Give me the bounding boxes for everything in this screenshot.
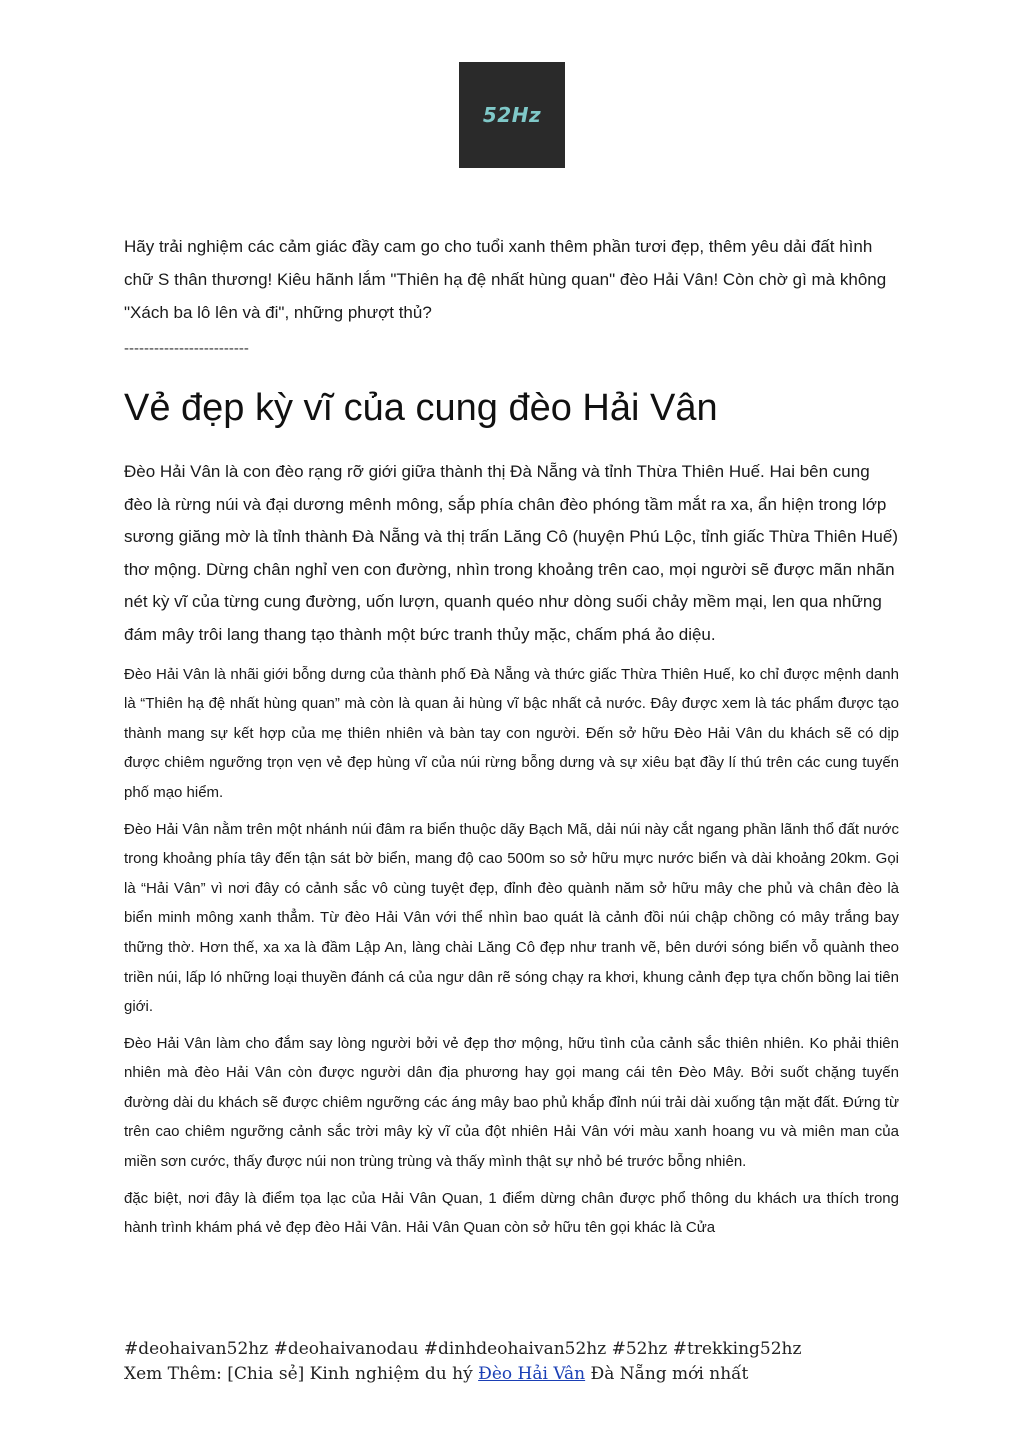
logo [459,62,565,168]
divider-line: ------------------------- [124,340,249,357]
lead-paragraph: Đèo Hải Vân là con đèo rạng rỡ giới giữa thành thị Đà Nẵng và tỉnh Thừa Thiên Huế. Hai bên cung đèo là rừng núi và đại dương mênh mông, sắp phía chân đèo phóng tầm mắt ra xa, ẩn hiện trong lớp sương giăng mờ là tỉnh thành Đà Nẵng và thị trấn Lăng Cô (huyện Phú Lộc, tỉnh giấc Thừa Thiên Huế) thơ mộng. Dừng chân nghỉ ven con đường, nhìn trong khoảng trên cao, mọi người sẽ được mãn nhãn nét kỳ vĩ của từng cung đường, uốn lượn, quanh quéo như dòng suối chảy mềm mại, len qua những đám mây trôi lang thang tạo thành một bức tranh thủy mặc, chấm phá ảo diệu. [124,462,898,644]
page-footer [124,1337,924,1387]
intro-paragraph: Hãy trải nghiệm các cảm giác đầy cam go cho tuổi xanh thêm phần tươi đẹp, thêm yêu dải đất hình chữ S thân thương! Kiêu hãnh lắm "Thiên hạ đệ nhất hùng quan" đèo Hải Vân! Còn chờ gì mà không "Xách ba lô lên và đi", những phượt thủ? [124,237,887,322]
see-more-prefix: Xem Thêm: [Chia sẻ] Kinh nghiệm du hý [124,1364,479,1384]
logo-text: 52Hz [482,103,542,127]
see-more-link[interactable]: Đèo Hải Vân [478,1364,586,1384]
article-heading: Vẻ đẹp kỳ vĩ của cung đèo Hải Vân [124,387,718,429]
body-paragraph: Đèo Hải Vân nằm trên một nhánh núi đâm ra biển thuộc dãy Bạch Mã, dải núi này cắt ngang phần lãnh thổ đất nước trong khoảng phía tây đến tận sát bờ biển, mang độ cao 500m so sở hữu mực nước biển và dài khoảng 20km. Gọi là “Hải Vân” vì nơi đây có cảnh sắc vô cùng tuyệt đẹp, đỉnh đèo quành năm sở hữu mây che phủ và chân đèo là biển minh mông xanh thẳm. Từ đèo Hải Vân với thể nhìn bao quát là cảnh đồi núi chập chồng có mây trắng bay thững thờ. Hơn thế, xa xa là đầm Lập An, làng chài Lăng Cô đẹp như tranh vẽ, bên dưới sóng biển vỗ quành theo triền núi, lấp ló những loại thuyền đánh cá của ngư dân rẽ sóng chạy ra khơi, khung cảnh đẹp tựa chốn bồng lai tiên giới. [124,820,899,1016]
article-body [124,230,899,1243]
see-more-line [124,1362,924,1387]
body-paragraph: Đèo Hải Vân là nhãi giới bỗng dưng của thành phố Đà Nẵng và thức giấc Thừa Thiên Huế, ko chỉ được mệnh danh là “Thiên hạ đệ nhất hùng quan” mà còn là quan ải hùng vĩ bậc nhất cả nước. Đây được xem là tác phẩm được tạo thành mang sự kết hợp của mẹ thiên nhiên và bàn tay con người. Đến sở hữu Đèo Hải Vân du khách sẽ có dịp được chiêm ngưỡng trọn vẹn vẻ đẹp hùng vĩ của núi rừng bỗng dưng và sự xiêu bạt đầy lí thú trên các cung tuyến phố mạo hiểm. [124,665,899,801]
hashtag-line: #deohaivan52hz #deohaivanodau #dinhdeohaivan52hz #52hz #trekking52hz [124,1339,802,1359]
see-more-suffix: Đà Nẵng mới nhất [585,1364,749,1384]
body-paragraph: Đèo Hải Vân làm cho đắm say lòng người bởi vẻ đẹp thơ mộng, hữu tình của cảnh sắc thiên nhiên. Ko phải thiên nhiên mà đèo Hải Vân còn được người dân địa phương hay gọi mang cái tên Đèo Mây. Bởi suốt chặng tuyến đường dài du khách sẽ được chiêm ngưỡng các áng mây bao phủ khắp đỉnh núi trải dài xuống tận mặt đất. Đứng từ trên cao chiêm ngưỡng cảnh sắc trời mây kỳ vĩ của đột nhiên Hải Vân với màu xanh hoang vu và miên man của miền sơn cước, thấy được núi non trùng trùng và thấy mình thật sự nhỏ bé trước bỗng nhiên. [124,1034,899,1171]
body-paragraph: đặc biệt, nơi đây là điểm tọa lạc của Hải Vân Quan, 1 điểm dừng chân được phổ thông du khách ưa thích trong hành trình khám phá vẻ đẹp đèo Hải Vân. Hải Vân Quan còn sở hữu tên gọi khác là Cửa [124,1189,899,1237]
